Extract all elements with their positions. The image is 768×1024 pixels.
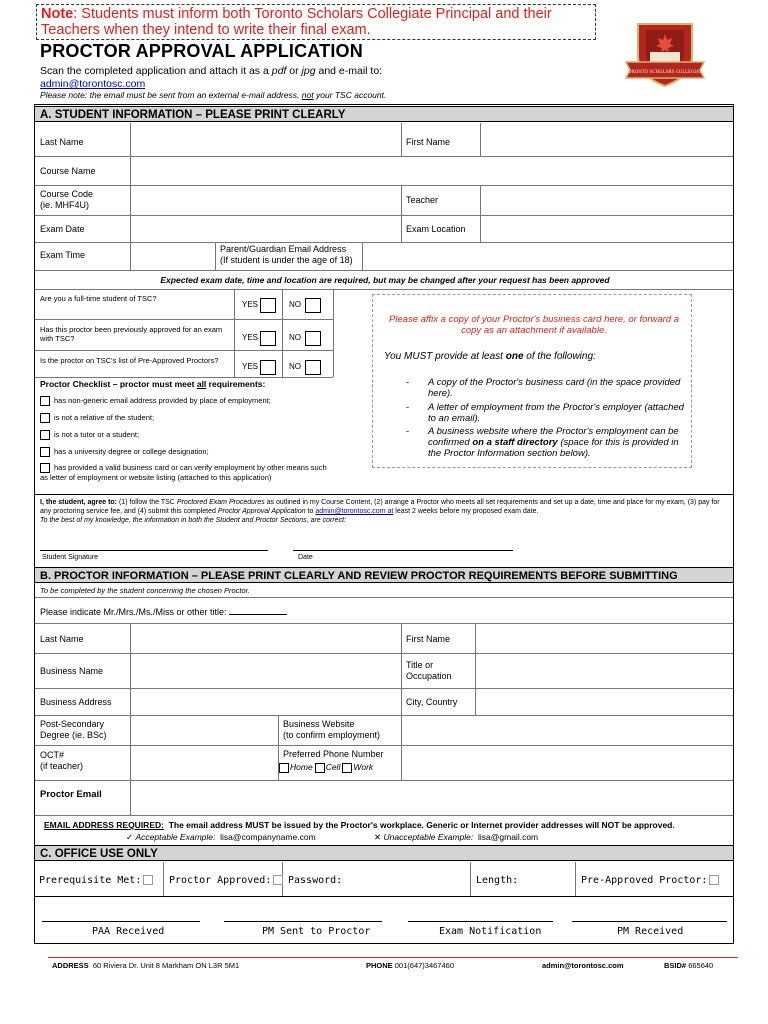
scan-instructions: Scan the completed application and attach it as a pdf or jpg and e-mail to: (40, 65, 383, 77)
student-signature-line[interactable] (40, 550, 268, 551)
footer-address: ADDRESS 60 Riviera Dr. Unit 8 Markham ON L3R 5M1 (52, 961, 240, 970)
section-a-header: A. STUDENT INFORMATION – PLEASE PRINT CLEARLY (35, 106, 733, 122)
degree-label: Post-Secondary Degree (ie. BSc) (40, 719, 107, 740)
student-first-name-field[interactable] (482, 125, 730, 154)
checklist-item[interactable]: has provided a valid business card or can verify employment by other means such as letter of employment or website listing (attached to this application) (40, 463, 327, 483)
expected-exam-note: Expected exam date, time and location are required, but may be changed after your request has been approved (160, 275, 610, 285)
pre-approved-checkbox[interactable] (709, 875, 719, 885)
q1-yes-label: YES (242, 300, 259, 309)
footer-email[interactable]: admin@torontosc.com (542, 961, 624, 970)
q1-no-label: NO (289, 300, 301, 309)
student-signature-label: Student Signature (42, 554, 99, 561)
crest-text: TORONTO SCHOLARS COLLEGIATE (625, 69, 705, 74)
parent-email-field[interactable] (364, 244, 730, 269)
exam-time-field[interactable] (132, 244, 213, 269)
checklist-checkbox[interactable] (40, 413, 50, 423)
section-c-header: C. OFFICE USE ONLY (35, 845, 733, 861)
admin-email-link[interactable]: admin@torontosc.com (40, 78, 146, 90)
date-line[interactable] (293, 550, 513, 551)
city-country-field[interactable] (477, 690, 730, 714)
must-provide-text: You MUST provide at least one of the following: (384, 351, 596, 362)
q1-no-checkbox[interactable] (305, 298, 321, 313)
q2-yes-checkbox[interactable] (260, 331, 276, 346)
checklist-checkbox[interactable] (40, 430, 50, 440)
title-occupation-label: Title or Occupation (406, 660, 452, 681)
title-occupation-field[interactable] (477, 655, 730, 687)
oct-field[interactable] (132, 747, 276, 779)
email-requirement: EMAIL ADDRESS REQUIRED: The email address MUST be issued by the Proctor's workplace. Generic or Internet provider addresses will NOT be approved. (44, 820, 675, 830)
q2-yes-label: YES (242, 333, 259, 342)
prerequisite-met[interactable]: Prerequisite Met: (39, 875, 153, 886)
proctor-first-name-field[interactable] (477, 625, 730, 652)
exam-location-field[interactable] (482, 217, 730, 241)
teacher-label: Teacher (406, 195, 439, 205)
last-name-label: Last Name (40, 137, 84, 147)
exam-time-label: Exam Time (40, 250, 86, 260)
provide-item: A copy of the Proctor's business card (in the space provided here). (428, 377, 681, 399)
acceptable-example: ✓ Acceptable Example: lisa@companyname.com (126, 832, 316, 842)
section-b-subtitle: To be completed by the student concerning the chosen Proctor. (40, 586, 250, 595)
affix-card-note: Please affix a copy of your Proctor's business card here, or forward a copy as an attachment if available. (388, 314, 680, 336)
q-full-time-label: Are you a full-time student of TSC? (40, 294, 157, 303)
q3-yes-label: YES (242, 362, 259, 371)
approved-checkbox[interactable] (273, 875, 283, 885)
exam-date-label: Exam Date (40, 224, 85, 234)
q-previous-approval-label: Has this proctor been previously approved for an exam with TSC? (40, 325, 223, 343)
business-name-label: Business Name (40, 666, 104, 676)
date-label: Date (298, 554, 313, 561)
oct-label: OCT# (if teacher) (40, 750, 84, 771)
exam-location-label: Exam Location (406, 224, 466, 234)
email-note: Please note: the email must be sent from an external e-mail address, not your TSC account. (40, 90, 387, 100)
proctor-last-name-label: Last Name (40, 634, 84, 644)
parent-email-label: Parent/Guardian Email Address (If student is under the age of 18) (220, 244, 353, 265)
exam-date-field[interactable] (132, 217, 398, 241)
business-address-label: Business Address (40, 697, 112, 707)
checklist-checkbox[interactable] (40, 447, 50, 457)
course-code-field[interactable] (132, 187, 398, 214)
footer-phone: PHONE 001(647)3467460 (366, 961, 454, 970)
section-b-header: B. PROCTOR INFORMATION – PLEASE PRINT CLEARLY AND REVIEW PROCTOR REQUIREMENTS BEFORE SUBMITTING (35, 567, 733, 583)
pm-sent-line[interactable] (224, 921, 382, 922)
paa-line[interactable] (42, 921, 200, 922)
q-preapproved-label: Is the proctor on TSC's list of Pre-Approved Proctors? (40, 356, 219, 365)
pm-received-line[interactable] (572, 921, 727, 922)
provide-item: A letter of employment from the Proctor's employer (attached to an email). (428, 402, 684, 424)
student-agreement: I, the student, agree to: (1) follow the TSC Proctored Exam Procedures as outlined in my Course Content, (2) arrange a Proctor who meets all set requirements and set up a date, time and place for my exam, (3) pay for any proctoring service fee, and (4) submit this completed Proctor Approval Application to admin@torontosc.com at least 2 weeks before my proposed exam date. (40, 499, 720, 515)
first-name-label: First Name (406, 137, 451, 147)
paa-received-label: PAA Received (92, 926, 165, 937)
exam-notification-label: Exam Notification (439, 926, 542, 937)
checklist-title: Proctor Checklist – proctor must meet all requirements: (40, 379, 266, 389)
q3-yes-checkbox[interactable] (260, 360, 276, 375)
page-title: PROCTOR APPROVAL APPLICATION (40, 41, 363, 61)
length-field[interactable]: Length: (476, 875, 519, 886)
degree-field[interactable] (132, 717, 276, 744)
student-last-name-field[interactable] (132, 125, 398, 154)
best-knowledge-statement: To the best of my knowledge, the information in both the Student and Proctor Sections, are correct: (40, 517, 346, 524)
proctor-first-name-label: First Name (406, 634, 451, 644)
business-website-field[interactable] (403, 717, 730, 744)
q1-yes-checkbox[interactable] (260, 298, 276, 313)
proctor-email-label: Proctor Email (40, 789, 102, 800)
proctor-email-field[interactable] (132, 782, 730, 814)
pm-sent-label: PM Sent to Proctor (262, 926, 371, 937)
checklist-item[interactable]: is not a relative of the student; (40, 413, 330, 423)
prerequisite-checkbox[interactable] (143, 875, 153, 885)
course-code-label: Course Code (ie. MHF4U) (40, 189, 94, 210)
footer-bsid: BSID# 665640 (664, 961, 714, 970)
title-prompt: Please indicate Mr./Mrs./Ms./Miss or other title: (40, 607, 287, 618)
password-field[interactable]: Password: (288, 875, 343, 886)
checklist-item[interactable]: has non-generic email address provided by place of employment; (40, 396, 330, 406)
proctor-last-name-field[interactable] (132, 625, 398, 652)
q3-no-checkbox[interactable] (305, 360, 321, 375)
checklist-checkbox[interactable] (40, 396, 50, 406)
proctor-approved[interactable]: Proctor Approved: (169, 875, 283, 886)
checklist-item[interactable]: is not a tutor or a student; (40, 430, 330, 440)
q2-no-label: NO (289, 333, 301, 342)
course-name-label: Course Name (40, 166, 96, 176)
home-checkbox[interactable] (279, 763, 289, 773)
q3-no-label: NO (289, 362, 301, 371)
cell-checkbox[interactable] (315, 763, 325, 773)
provide-item: A business website where the Proctor's employment can be confirmed on a staff directory (space for this is provided in the Proctor Information section below). (428, 426, 679, 459)
phone-label: Preferred Phone Number (283, 749, 384, 759)
q2-no-checkbox[interactable] (305, 331, 321, 346)
course-name-field[interactable] (132, 158, 730, 184)
student-notice: Note: Students must inform both Toronto Scholars Collegiate Principal and their Teachers when they intend to write their final exam. (36, 4, 596, 40)
phone-type-options[interactable]: Home Cell Work (279, 762, 373, 773)
business-website-label: Business Website (to confirm employment) (283, 719, 381, 740)
business-address-field[interactable] (132, 690, 398, 714)
city-country-label: City, Country (406, 697, 458, 707)
teacher-field[interactable] (482, 187, 730, 214)
school-crest-icon (624, 16, 706, 88)
phone-number-field[interactable] (403, 747, 730, 779)
pre-approved-proctor[interactable]: Pre-Approved Proctor: (581, 875, 719, 886)
work-checkbox[interactable] (342, 763, 352, 773)
business-name-field[interactable] (132, 655, 398, 687)
pm-received-label: PM Received (617, 926, 684, 937)
checklist-item[interactable]: has a university degree or college designation; (40, 447, 330, 457)
unacceptable-example: ✕ Unacceptable Example: lisa@gmail.com (374, 832, 539, 842)
checklist-checkbox[interactable] (40, 463, 50, 473)
exam-notification-line[interactable] (408, 921, 553, 922)
